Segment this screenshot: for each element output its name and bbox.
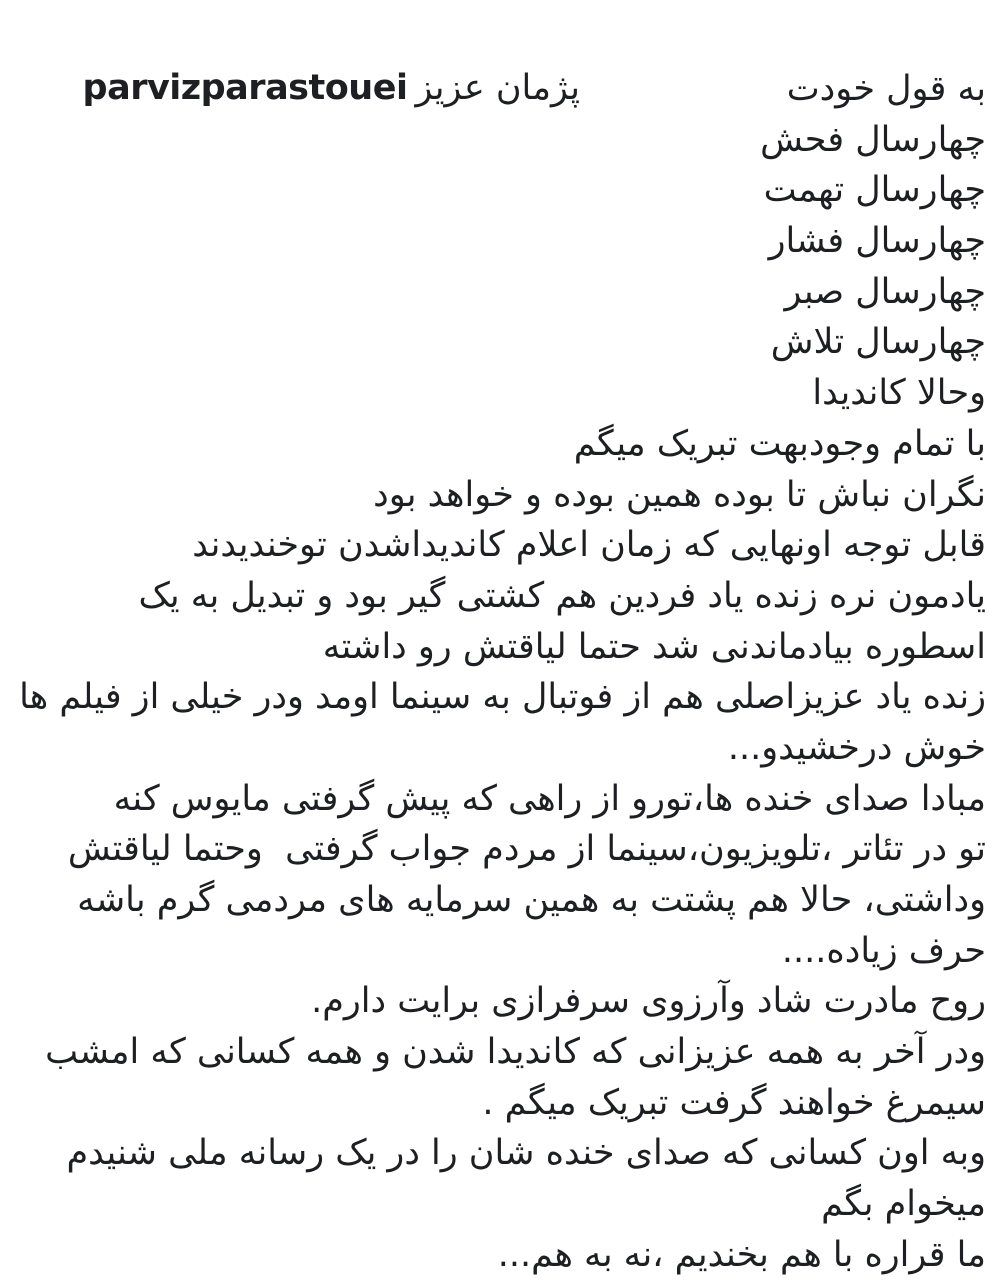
caption-line: مبادا صدای خنده ها،تورو از راهی که پیش گرفتی مایوس کنه (113, 778, 986, 819)
caption-greeting: پژمان عزیز (415, 68, 580, 108)
caption-line: یادمون نره زنده یاد فردین هم کشتی گیر بود و تبدیل به یک (138, 575, 986, 616)
caption-line: ودر آخر به همه عزیزانی که کاندیدا شدن و همه کسانی که امشب (45, 1032, 986, 1073)
caption-line: وداشتی، حالا هم پشتت به همین سرمایه های مردمی گرم باشه (77, 880, 986, 920)
caption-line: سیمرغ خواهند گرفت تبریک میگم . (482, 1082, 986, 1123)
caption-line: نگران نباش تا بوده همین بوده و خواهد بود (373, 474, 986, 515)
caption-line: وبه اون کسانی که صدای خنده شان را در یک رسانه ملی شنیدم (66, 1133, 986, 1174)
caption-header (38, 10, 580, 108)
caption-line: حرف زیاده.... (781, 930, 986, 971)
caption-line: چهارسال فحش (760, 119, 986, 160)
caption-line: به قول خودت (786, 69, 986, 109)
caption-line: اسطوره بیادماندنی شد حتما لیاقتش رو داشته (322, 626, 986, 667)
caption-line: چهارسال فشار (768, 221, 986, 262)
caption-line: وحالا کاندیدا (812, 373, 986, 414)
caption-line: قابل توجه اونهایی که زمان اعلام کاندیداشدن توخندیدند (192, 525, 986, 566)
caption-line: خوش درخشیدو... (727, 727, 986, 768)
caption-line: تو در تئاتر ،تلویزیون،سینما از مردم جواب گرفتی وحتما لیاقتش (67, 829, 986, 870)
caption-line: ما قراره با هم بخندیم ،نه به هم... (497, 1234, 986, 1275)
caption-line: چهارسال تلاش (770, 322, 986, 363)
caption-line: چهارسال صبر (784, 271, 986, 312)
caption-text (6, 64, 986, 1281)
caption-line: زنده یاد عزیزاصلی هم از فوتبال به سینما اومد ودر خیلی از فیلم ها (19, 677, 986, 718)
caption-line: روح مادرت شاد وآرزوی سرفرازی برایت دارم. (311, 981, 986, 1022)
username-link[interactable]: parvizparastouei (82, 68, 408, 108)
caption-line: چهارسال تهمت (763, 170, 986, 211)
caption-line: میخوام بگم (821, 1184, 986, 1225)
caption-line: با تمام وجودبهت تبریک میگم (573, 423, 986, 464)
